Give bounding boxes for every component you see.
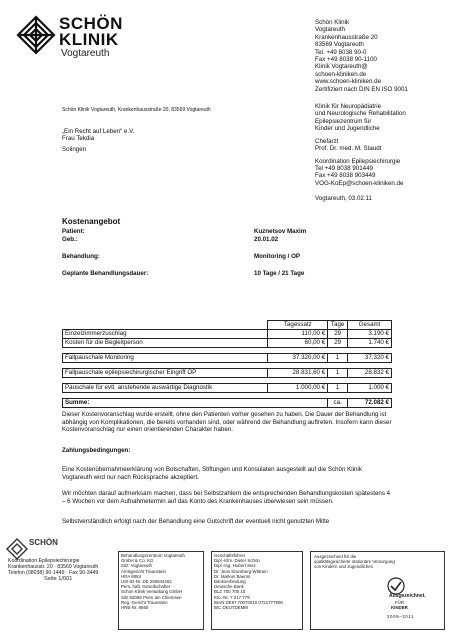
birthdate-label: Geb.: bbox=[62, 236, 78, 243]
footer-line: Pers. haft. Gesellschafter bbox=[121, 584, 171, 590]
logo-mark-icon bbox=[15, 14, 57, 56]
footer-line: Sitz 82069 Prien am Chiemsee bbox=[121, 594, 182, 600]
info-line: Zertifiziert nach DIN EN ISO 9001 bbox=[315, 85, 408, 93]
table-cell: Fallpauschale epilepsiechirurgischer Eingriff OP bbox=[63, 369, 268, 378]
page-number: Seite 1/001 bbox=[44, 576, 73, 582]
department bbox=[315, 103, 450, 133]
table-cell: Pauschale für evtl. anstehende auswärtige Diagnostik bbox=[63, 384, 268, 393]
clinic-stamp bbox=[4, 536, 120, 582]
footer-line: Dr. Markus Baerns bbox=[214, 573, 251, 579]
seal-text: FÜR bbox=[395, 600, 405, 605]
footer-line: Ausgezeichnet für die bbox=[314, 554, 357, 559]
table-row bbox=[63, 354, 392, 363]
table-cell: 3.190 € bbox=[348, 330, 392, 339]
footer-line: BLZ 700 700 10 bbox=[214, 589, 246, 595]
logo-text-2: KLINIK bbox=[59, 30, 119, 49]
sum-value: 72.082 € bbox=[348, 399, 392, 408]
disclaimer-paragraph: Dieser Kostenvoranschlag wurde erstellt, ohne den Patienten vorher gesehen zu haben. Die Dauer der Behandlung ist abhängig von Komplikationen, die bereits vorhanden sind, oder während der Behandlung auftreten. Insofern kann dieser Kostenvoranschlag nur einen orientierenden Charakter haben. bbox=[62, 411, 392, 434]
patient-label: Patient: bbox=[62, 228, 85, 235]
logo-text-1: SCHÖN bbox=[59, 14, 123, 33]
table-row bbox=[63, 339, 392, 348]
table-cell: 60,00 € bbox=[268, 339, 328, 348]
payment-paragraph-3: Selbstverständlich erfolgt nach der Behandlung eine Gutschrift der eventuell nicht genutzten Mitte bbox=[62, 518, 330, 525]
info-line: Krankenhausstraße 20 bbox=[315, 33, 378, 41]
seal-text: Ausgezeichnet. bbox=[389, 593, 426, 599]
recipient-line: „Ein Recht auf Leben“ e.V. bbox=[62, 128, 135, 135]
table-header: Gesamt bbox=[348, 321, 392, 330]
footer-line: qualitätsgesicherte stationäre Versorgung bbox=[314, 559, 395, 565]
info-line: Klinik für Neuropädiatrie bbox=[315, 103, 382, 111]
clinic-address bbox=[315, 19, 450, 93]
table-sum-row bbox=[63, 399, 392, 408]
footer-line: Dipl.-Kfm. Dieter Schön bbox=[214, 558, 260, 564]
sum-approx: ca. bbox=[328, 399, 348, 408]
footer-line: Amtsgericht Traunstein bbox=[121, 568, 166, 574]
payment-terms-heading: Zahlungsbedingungen: bbox=[62, 447, 131, 454]
table-cell: 1.740 € bbox=[348, 339, 392, 348]
table-cell: 110,00 € bbox=[268, 330, 328, 339]
table-row bbox=[63, 369, 392, 378]
seal-years: 2009–2011 bbox=[387, 614, 415, 619]
table-header: Tagessatz bbox=[268, 321, 328, 330]
footer-line: HRB-Nr. 8660 bbox=[121, 605, 149, 611]
duration-label: Geplante Behandlungsdauer: bbox=[62, 270, 149, 277]
table-cell: Einzelzimmerzuschlag bbox=[63, 330, 268, 339]
info-line: Klinik Vogtareuth@ bbox=[315, 63, 368, 71]
letter-date: Vogtareuth, 03.02.11 bbox=[315, 195, 372, 203]
footer-line: HRA 8084 bbox=[121, 573, 142, 579]
info-line: Epilepsiezentrum für bbox=[315, 117, 372, 125]
info-line: Prof. Dr. med. M. Staudt bbox=[315, 145, 382, 153]
patient-value: Kuznetsov Maxim bbox=[254, 228, 307, 235]
table-cell: 37.320,00 € bbox=[268, 354, 328, 363]
treatment-label: Behandlung: bbox=[62, 253, 100, 260]
info-line: 83569 Vogtareuth bbox=[315, 41, 364, 49]
footer-line: Geschäftsführer bbox=[214, 553, 246, 558]
stamp-line: Telefon (08038) 90-1449 · Fax 90-3449 bbox=[8, 570, 99, 576]
document-title: Kostenangebot bbox=[62, 217, 121, 226]
info-line: Schön Klinik bbox=[315, 19, 350, 26]
footer-line: Reg.-Gericht Traunstein bbox=[121, 599, 168, 605]
info-line: Fax +49 8038 903449 bbox=[315, 172, 376, 180]
coordination bbox=[315, 158, 450, 188]
footer-line: Dipl.-Ing. Hubert Seiz bbox=[214, 563, 256, 569]
footer-management-box bbox=[211, 551, 303, 630]
table-cell: 1.000 € bbox=[348, 384, 392, 393]
table-cell: 29 bbox=[328, 330, 348, 339]
footer-line: IBAN DE97 70070010 0721777900 bbox=[214, 599, 283, 605]
stamp-line: Krankenhausstr. 20 · 83569 Vogtareuth bbox=[8, 564, 99, 570]
info-line: Fax +49 8038 90-1100 bbox=[315, 56, 377, 64]
table-cell: 29 bbox=[328, 339, 348, 348]
payment-paragraph-1: Eine Kostenübernahmeerklärung von Botschaften, Stiftungen und Konsulaten ausgestellt auf die Schön Klinik Vogtareuth wird nur nach Rücksprache akzeptiert. bbox=[62, 466, 362, 481]
letterhead-info bbox=[315, 19, 450, 203]
table-cell: 1.000,00 € bbox=[268, 384, 328, 393]
info-line: schoen-kliniken.de bbox=[315, 70, 367, 78]
footer-line: Dr. Jens Eisenberg-Wittram bbox=[214, 568, 268, 574]
stamp-brand: SCHÖN bbox=[29, 538, 58, 547]
cost-table bbox=[62, 320, 392, 408]
info-line: www.schoen-kliniken.de bbox=[315, 78, 382, 86]
table-header: Tage bbox=[328, 321, 348, 330]
info-line: VOG-KoEp@schoen-kliniken.de bbox=[315, 179, 404, 187]
table-cell: 37.320 € bbox=[348, 354, 392, 363]
recipient-address bbox=[62, 128, 134, 153]
info-line: Koordination Epilepsiechirurgie bbox=[315, 157, 401, 165]
treatment-value: Monitoring / OP bbox=[254, 253, 301, 260]
footer-line: GmbH & Co. KG bbox=[121, 558, 154, 564]
table-cell: Fallpauschale Monitoring bbox=[63, 354, 268, 363]
footer-line: Sitz: Vogtareuth bbox=[121, 563, 152, 569]
logo-text-3: Vogtareuth bbox=[61, 48, 110, 59]
sum-label: Summe: bbox=[63, 399, 328, 408]
info-line: Tel +49 8038 901449 bbox=[315, 164, 373, 172]
table-cell: 1 bbox=[328, 354, 348, 363]
footer-line: USt-ID-Nr. DE 255844492 bbox=[121, 579, 172, 585]
footer-line: Bankverbindung bbox=[214, 579, 246, 585]
table-row bbox=[63, 330, 392, 339]
table-cell: 1 bbox=[328, 384, 348, 393]
footer-company-box bbox=[118, 551, 204, 630]
info-line: und Neurologische Rehabilitation bbox=[315, 110, 406, 118]
footer-line: Behandlungszentrum Vogtareuth bbox=[121, 553, 185, 558]
seal-text: KINDER bbox=[391, 605, 408, 610]
info-line: Tel. +49 8038 90-0 bbox=[315, 48, 367, 56]
footer-award-box bbox=[310, 551, 445, 630]
footer-line: Schön Klinik Verwaltung GmbH bbox=[121, 589, 183, 595]
table-cell: 1 bbox=[328, 369, 348, 378]
payment-paragraph-2: Wir möchten darauf aufmerksam machen, dass bei Selbstzahlern die entsprechenden Behandlungskosten spätestens 4 – 6 Wochen vor dem Aufnahmetermin auf das Konto des Krankenhauses überwiesen sein müssen. bbox=[62, 490, 391, 505]
table-cell: 28.832 € bbox=[348, 369, 392, 378]
stamp-line: Koordination Epilepsiechirurgie bbox=[8, 558, 80, 564]
sender-line: Schön Klinik Vogtareuth, Krankenhausstraße 20, 83569 Vogtareuth bbox=[62, 107, 211, 113]
footer-line: Kto.-Nr. 7 217 779 bbox=[214, 594, 250, 600]
info-line: Kinder und Jugendliche bbox=[315, 125, 380, 133]
duration-value: 10 Tage / 21 Tage bbox=[254, 270, 305, 277]
info-line: Chefarzt bbox=[315, 137, 339, 145]
recipient-line: Solingen bbox=[62, 145, 87, 153]
recipient-line: Frau Tekdia bbox=[62, 135, 95, 143]
birthdate-value: 20.01.02 bbox=[254, 236, 279, 243]
info-line: Vogtareuth bbox=[315, 26, 345, 34]
table-header-row bbox=[63, 321, 392, 330]
clinic-logo bbox=[15, 14, 140, 69]
footer-line: Deutsche Bank bbox=[214, 584, 244, 590]
table-header bbox=[63, 321, 268, 330]
table-cell: 28.831,60 € bbox=[268, 369, 328, 378]
footer-line: BIC DEUTDEMM bbox=[214, 605, 248, 611]
table-cell: Kosten für die Begleitperson bbox=[63, 339, 268, 348]
stamp-logo-icon bbox=[6, 538, 28, 560]
chief-physician bbox=[315, 138, 450, 153]
footer-line: von Kindern und Jugendlichen bbox=[314, 564, 374, 570]
table-row bbox=[63, 384, 392, 393]
award-seal bbox=[363, 576, 441, 626]
